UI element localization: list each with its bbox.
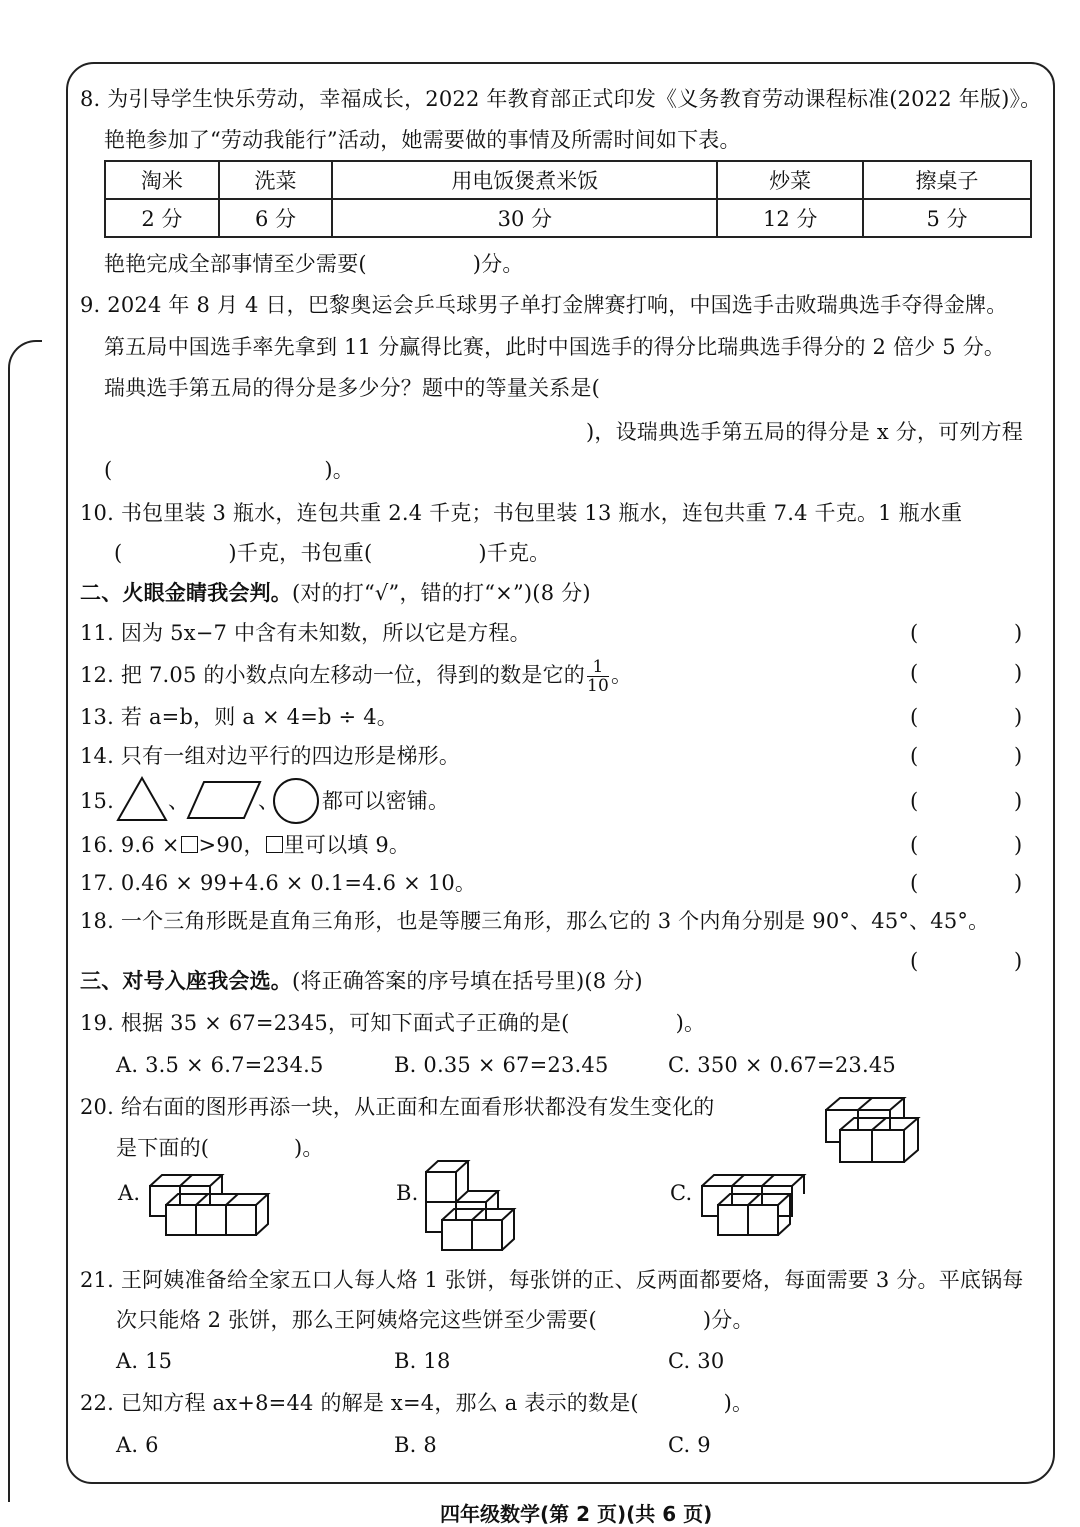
table-cell: 5 分 xyxy=(863,199,1031,237)
table-value-row xyxy=(105,199,1031,237)
q9-line1: 9. 2024 年 8 月 4 日，巴黎奥运会乒乓球男子单打金牌赛打响，中国选手击败瑞典选手夺得金牌。 xyxy=(80,293,1008,317)
section2-subtitle: (对的打“√”，错的打“×”)(8 分) xyxy=(292,581,591,605)
q8-answer-line: 艳艳完成全部事情至少需要( )分。 xyxy=(104,252,524,276)
answer-paren-open[interactable]: ( xyxy=(910,705,919,729)
fraction-denominator: 10 xyxy=(586,676,610,696)
q8-line2: 艳艳参加了“劳动我能行”活动，她需要做的事情及所需时间如下表。 xyxy=(104,128,741,152)
section2-title: 二、火眼金睛我会判。 xyxy=(80,580,292,605)
q14-text: 14. 只有一组对边平行的四边形是梯形。 xyxy=(80,744,461,768)
circle-icon xyxy=(272,777,320,825)
q22-option-c[interactable]: C. 9 xyxy=(668,1433,711,1457)
answer-paren-open[interactable]: ( xyxy=(910,949,919,973)
q15-sep1: 、 xyxy=(168,789,190,813)
q19-option-b[interactable]: B. 0.35 × 67=23.45 xyxy=(394,1053,609,1077)
q19-option-c[interactable]: C. 350 × 0.67=23.45 xyxy=(668,1053,896,1077)
section3-heading xyxy=(80,966,643,996)
answer-paren-close: ) xyxy=(1014,949,1023,973)
table-cell: 洗菜 xyxy=(219,161,333,199)
triangle-icon xyxy=(116,776,168,822)
q16-stem: 16. 9.6 × xyxy=(80,833,180,857)
answer-paren-open[interactable]: ( xyxy=(910,744,919,768)
fraction-numerator: 1 xyxy=(587,658,609,677)
cube-stack-reference-figure xyxy=(824,1094,924,1164)
parallelogram-icon xyxy=(186,780,262,820)
q20-option-b-figure[interactable] xyxy=(422,1158,522,1254)
section3-title: 三、对号入座我会选。 xyxy=(80,968,292,993)
table-cell: 6 分 xyxy=(219,199,333,237)
binding-margin-line xyxy=(8,340,42,1502)
fraction-one-tenth xyxy=(587,658,609,695)
q20-option-a-figure[interactable] xyxy=(146,1172,276,1240)
q20-stem2: 是下面的( )。 xyxy=(116,1136,324,1160)
q12-end: 。 xyxy=(611,663,633,687)
answer-paren-close: ) xyxy=(1014,871,1023,895)
q9-line4: )，设瑞典选手第五局的得分是 x 分，可列方程 xyxy=(586,420,1023,444)
q9-line3: 瑞典选手第五局的得分是多少分？题中的等量关系是( xyxy=(104,376,600,400)
section2-heading xyxy=(80,578,591,608)
blank-box-icon xyxy=(181,836,198,853)
q22-option-a[interactable]: A. 6 xyxy=(116,1433,159,1457)
q15-label: 15. xyxy=(80,789,114,813)
q20-option-c-figure[interactable] xyxy=(698,1172,810,1240)
q17-text: 17. 0.46 × 99+4.6 × 0.1=4.6 × 10。 xyxy=(80,871,477,895)
answer-paren-open[interactable]: ( xyxy=(910,789,919,813)
q20-option-c-label[interactable]: C. xyxy=(670,1181,693,1205)
answer-paren-open[interactable]: ( xyxy=(910,661,919,685)
q13-text: 13. 若 a=b，则 a × 4=b ÷ 4。 xyxy=(80,705,398,729)
answer-paren-open[interactable]: ( xyxy=(910,621,919,645)
answer-paren-close: ) xyxy=(1014,833,1023,857)
table-cell: 擦桌子 xyxy=(863,161,1031,199)
answer-paren-open[interactable]: ( xyxy=(910,871,919,895)
q21-option-b[interactable]: B. 18 xyxy=(394,1349,451,1373)
q21-option-c[interactable]: C. 30 xyxy=(668,1349,725,1373)
table-header-row xyxy=(105,161,1031,199)
blank-box-icon xyxy=(266,836,283,853)
q19-stem: 19. 根据 35 × 67=2345，可知下面式子正确的是( )。 xyxy=(80,1011,706,1035)
answer-paren-close: ) xyxy=(1014,744,1023,768)
labor-time-table xyxy=(104,160,1032,238)
section3-subtitle: (将正确答案的序号填在括号里)(8 分) xyxy=(292,969,643,993)
table-cell: 12 分 xyxy=(717,199,863,237)
q9-line5: ( )。 xyxy=(104,458,354,482)
q9-line2: 第五局中国选手率先拿到 11 分赢得比赛，此时中国选手的得分比瑞典选手得分的 2 倍少 5 分。 xyxy=(104,335,1006,359)
q16-end: 里可以填 9。 xyxy=(283,833,411,857)
q10-line1: 10. 书包里装 3 瓶水，连包共重 2.4 千克；书包里装 13 瓶水，连包共重 7.4 千克。1 瓶水重 xyxy=(80,501,963,525)
q20-option-b-label[interactable]: B. xyxy=(396,1181,419,1205)
page-footer: 四年级数学(第 2 页)(共 6 页) xyxy=(440,1502,713,1526)
q21-stem1: 21. 王阿姨准备给全家五口人每人烙 1 张饼，每张饼的正、反两面都要烙，每面需要 3 分。平底锅每 xyxy=(80,1268,1024,1292)
table-cell: 炒菜 xyxy=(717,161,863,199)
q18-text: 18. 一个三角形既是直角三角形，也是等腰三角形，那么它的 3 个内角分别是 90°、45°、45°。 xyxy=(80,909,990,933)
table-cell: 30 分 xyxy=(332,199,717,237)
q12-stem: 12. 把 7.05 的小数点向左移动一位，得到的数是它的 xyxy=(80,663,585,687)
q8-line1: 8. 为引导学生快乐劳动，幸福成长，2022 年教育部正式印发《义务教育劳动课程标准(2022 年版)》。 xyxy=(80,87,1042,111)
q12-text xyxy=(80,658,632,695)
q21-stem2: 次只能烙 2 张饼，那么王阿姨烙完这些饼至少需要( )分。 xyxy=(116,1308,754,1332)
q15-sep2: 、 xyxy=(258,789,280,813)
q10-line2: ( )千克，书包重( )千克。 xyxy=(114,541,551,565)
table-cell: 淘米 xyxy=(105,161,219,199)
q15-end: 都可以密铺。 xyxy=(322,789,450,813)
q21-option-a[interactable]: A. 15 xyxy=(116,1349,173,1373)
q20-stem1: 20. 给右面的图形再添一块，从正面和左面看形状都没有发生变化的 xyxy=(80,1095,715,1119)
answer-paren-close: ) xyxy=(1014,621,1023,645)
table-cell: 用电饭煲煮米饭 xyxy=(332,161,717,199)
answer-paren-open[interactable]: ( xyxy=(910,833,919,857)
q22-option-b[interactable]: B. 8 xyxy=(394,1433,437,1457)
q20-option-a-label[interactable]: A. xyxy=(118,1181,141,1205)
table-cell: 2 分 xyxy=(105,199,219,237)
answer-paren-close: ) xyxy=(1014,705,1023,729)
q22-stem: 22. 已知方程 ax+8=44 的解是 x=4，那么 a 表示的数是( )。 xyxy=(80,1391,754,1415)
q19-option-a[interactable]: A. 3.5 × 6.7=234.5 xyxy=(116,1053,324,1077)
q11-text: 11. 因为 5x−7 中含有未知数，所以它是方程。 xyxy=(80,621,531,645)
answer-paren-close: ) xyxy=(1014,661,1023,685)
answer-paren-close: ) xyxy=(1014,789,1023,813)
q16-text xyxy=(80,830,410,860)
q16-mid: >90， xyxy=(198,833,265,857)
